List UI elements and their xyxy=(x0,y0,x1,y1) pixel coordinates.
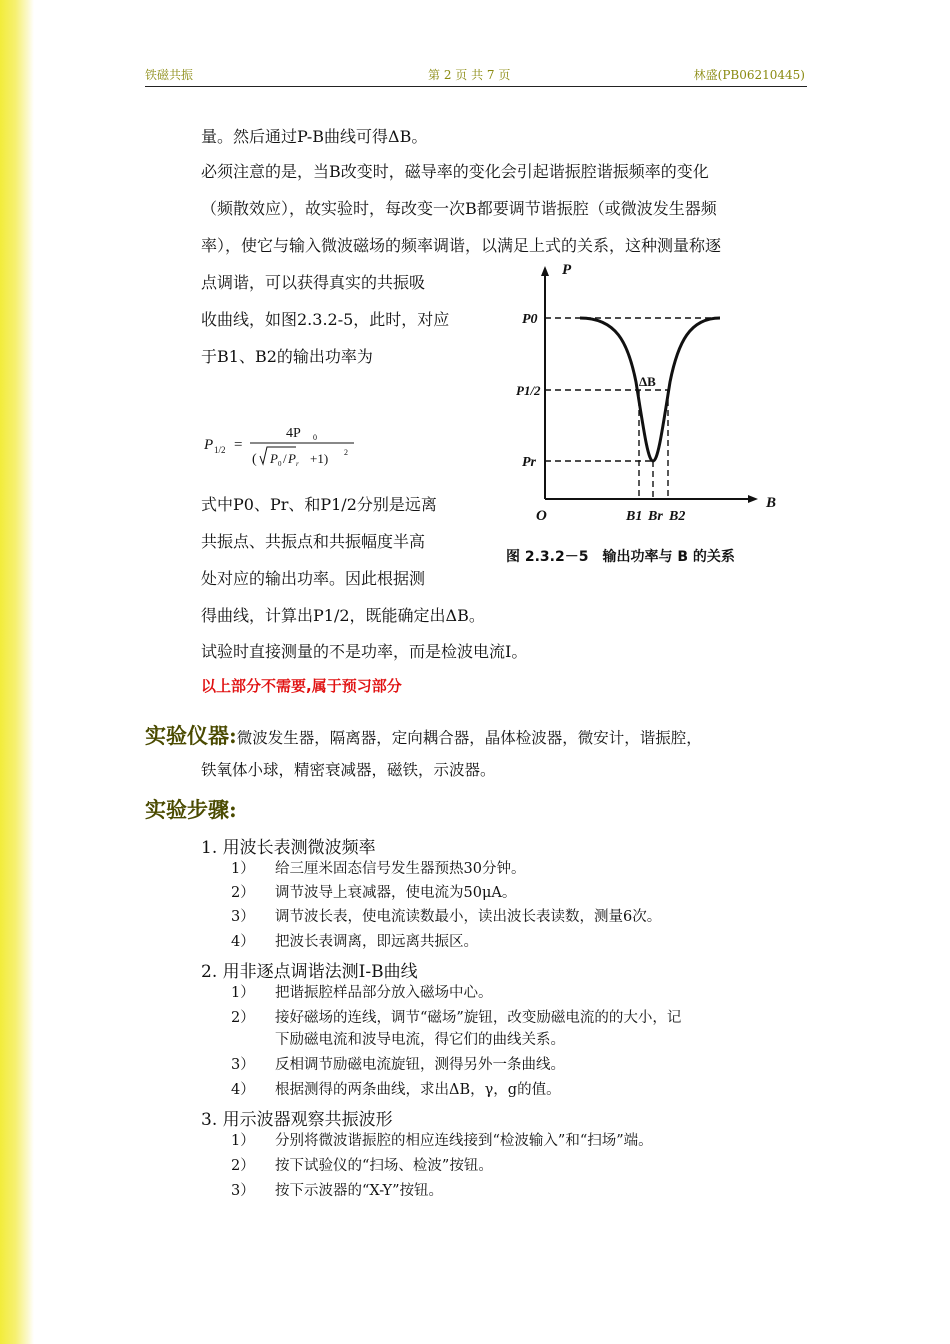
formula-lhs-sub: 1/2 xyxy=(214,445,226,455)
origin-label: O xyxy=(536,508,547,524)
y-axis-label: P xyxy=(562,262,572,278)
step-item xyxy=(231,884,516,902)
formula-den-p0: P xyxy=(270,451,278,466)
formula-den-sup: 2 xyxy=(344,448,348,457)
page-header xyxy=(145,66,807,87)
step-title: 2. 用非逐点调谐法测I-B曲线 xyxy=(201,962,418,982)
step-item-text: 把波长表调离，即远离共振区。 xyxy=(275,934,478,950)
step-item-text: 调节波导上衰减器，使电流为50μA。 xyxy=(275,885,517,901)
figure-caption: 图 2.3.2－5 输出功率与 B 的关系 xyxy=(506,549,735,565)
step-item-number: 2） xyxy=(231,885,255,901)
body-line: 率），使它与输入微波磁场的频率调谐，以满足上式的关系，这种测量称逐 xyxy=(201,236,722,255)
body-line: 共振点、共振点和共振幅度半高 xyxy=(201,532,426,551)
steps-heading: 实验步骤: xyxy=(145,797,237,822)
step-item xyxy=(231,984,493,1002)
body-line: 处对应的输出功率。因此根据测 xyxy=(201,569,426,588)
body-line: 试验时直接测量的不是功率，而是检波电流I。 xyxy=(201,642,528,661)
step-item-text: 下励磁电流和波导电流，得它们的曲线关系。 xyxy=(275,1032,565,1048)
step-item xyxy=(231,860,525,878)
step-item-number: 2） xyxy=(231,1158,255,1174)
step-item-text: 给三厘米固态信号发生器预热30分钟。 xyxy=(275,861,526,877)
step-item-text: 根据测得的两条曲线，求出ΔB，γ，g的值。 xyxy=(275,1082,561,1098)
x-axis-arrow xyxy=(748,495,758,503)
step-item xyxy=(231,1056,565,1074)
phalf-label: P1/2 xyxy=(516,383,541,398)
header-page-number: 第 2 页 共 7 页 xyxy=(428,68,511,82)
step-item-number: 3） xyxy=(231,909,255,925)
body-line: 必须注意的是，当B改变时，磁导率的变化会引起谐振腔谐振频率的变化 xyxy=(201,162,709,181)
formula-den-plus: +1) xyxy=(310,451,329,466)
instruments-line-1: 微波发生器，隔离器，定向耦合器，晶体检波器，微安计，谐振腔， xyxy=(236,729,702,747)
formula-den-pr-sub: r xyxy=(296,460,299,468)
formula-equals: = xyxy=(234,437,243,453)
body-line: 式中P0、Pr、和P1/2分别是远离 xyxy=(201,495,437,514)
step-item-text: 反相调节励磁电流旋钮，测得另外一条曲线。 xyxy=(275,1057,565,1073)
step-title: 1. 用波长表测微波频率 xyxy=(201,838,376,858)
body-line: 收曲线，如图2.3.2-5，此时，对应 xyxy=(201,310,450,329)
formula-lhs: P xyxy=(204,437,214,453)
formula-den-open: ( xyxy=(252,452,257,467)
step-item xyxy=(231,933,478,951)
instruments-section xyxy=(145,720,702,750)
preview-note: 以上部分不需要,属于预习部分 xyxy=(201,677,402,695)
header-title: 铁磁共振 xyxy=(145,68,194,82)
decorative-side-bar xyxy=(0,0,34,1344)
formula-den-pr: P xyxy=(288,451,296,466)
step-item-number: 3） xyxy=(231,1183,255,1199)
formula-den-p0-sub: 0 xyxy=(278,460,282,468)
step-item xyxy=(231,1031,565,1049)
body-line: 得曲线，计算出P1/2，既能确定出ΔB。 xyxy=(201,606,485,625)
step-item xyxy=(231,1081,561,1099)
step-item-number: 1） xyxy=(231,861,255,877)
p0-label: P0 xyxy=(522,312,538,327)
step-item xyxy=(231,1157,493,1175)
step-title: 3. 用示波器观察共振波形 xyxy=(201,1110,393,1130)
step-item xyxy=(231,1182,443,1200)
br-label: Br xyxy=(648,509,663,524)
step-item-number: 1） xyxy=(231,1133,255,1149)
formula-numerator-sub: 0 xyxy=(313,433,317,442)
step-item-text: 调节波长表，使电流读数最小，读出波长表读数，测量6次。 xyxy=(275,909,662,925)
body-line: 于B1、B2的输出功率为 xyxy=(201,347,373,366)
instruments-line-2: 铁氧体小球，精密衰减器，磁铁，示波器。 xyxy=(201,761,496,779)
step-item-number: 2） xyxy=(231,1010,255,1026)
body-line: （频散效应），故实验时，每改变一次B都要调节谐振腔（或微波发生器频 xyxy=(201,199,717,218)
header-author: 林盛(PB06210445) xyxy=(693,68,805,82)
body-line: 点调谐，可以获得真实的共振吸 xyxy=(201,273,426,292)
formula-den-slash: / xyxy=(283,451,287,466)
step-item-number: 3） xyxy=(231,1057,255,1073)
step-item xyxy=(231,1132,653,1150)
y-axis-arrow xyxy=(541,266,549,276)
step-item-text: 分别将微波谐振腔的相应连线接到“检波输入”和“扫场”端。 xyxy=(275,1133,653,1149)
resonance-absorption-figure xyxy=(498,262,818,582)
b2-label: B2 xyxy=(669,509,686,524)
pr-label: Pr xyxy=(522,455,536,470)
step-item-text: 按下试验仪的“扫场、检波”按钮。 xyxy=(275,1158,493,1174)
step-item-number: 1） xyxy=(231,985,255,1001)
body-line: 量。然后通过P-B曲线可得ΔB。 xyxy=(201,127,428,146)
step-item-number: 4） xyxy=(231,934,255,950)
delta-b-label: ΔB xyxy=(639,374,656,389)
output-power-formula xyxy=(200,418,370,470)
x-axis-label: B xyxy=(766,495,777,511)
instruments-heading: 实验仪器: xyxy=(145,723,237,748)
step-item-text: 接好磁场的连线，调节“磁场”旋钮，改变励磁电流的的大小，记 xyxy=(275,1010,682,1026)
step-item-text: 把谐振腔样品部分放入磁场中心。 xyxy=(275,985,493,1001)
step-item-text: 按下示波器的“X-Y”按钮。 xyxy=(275,1183,444,1199)
formula-numerator: 4P xyxy=(286,426,301,441)
step-item xyxy=(231,1009,681,1027)
b1-label: B1 xyxy=(626,509,643,524)
step-item-number: 4） xyxy=(231,1082,255,1098)
step-item xyxy=(231,908,661,926)
